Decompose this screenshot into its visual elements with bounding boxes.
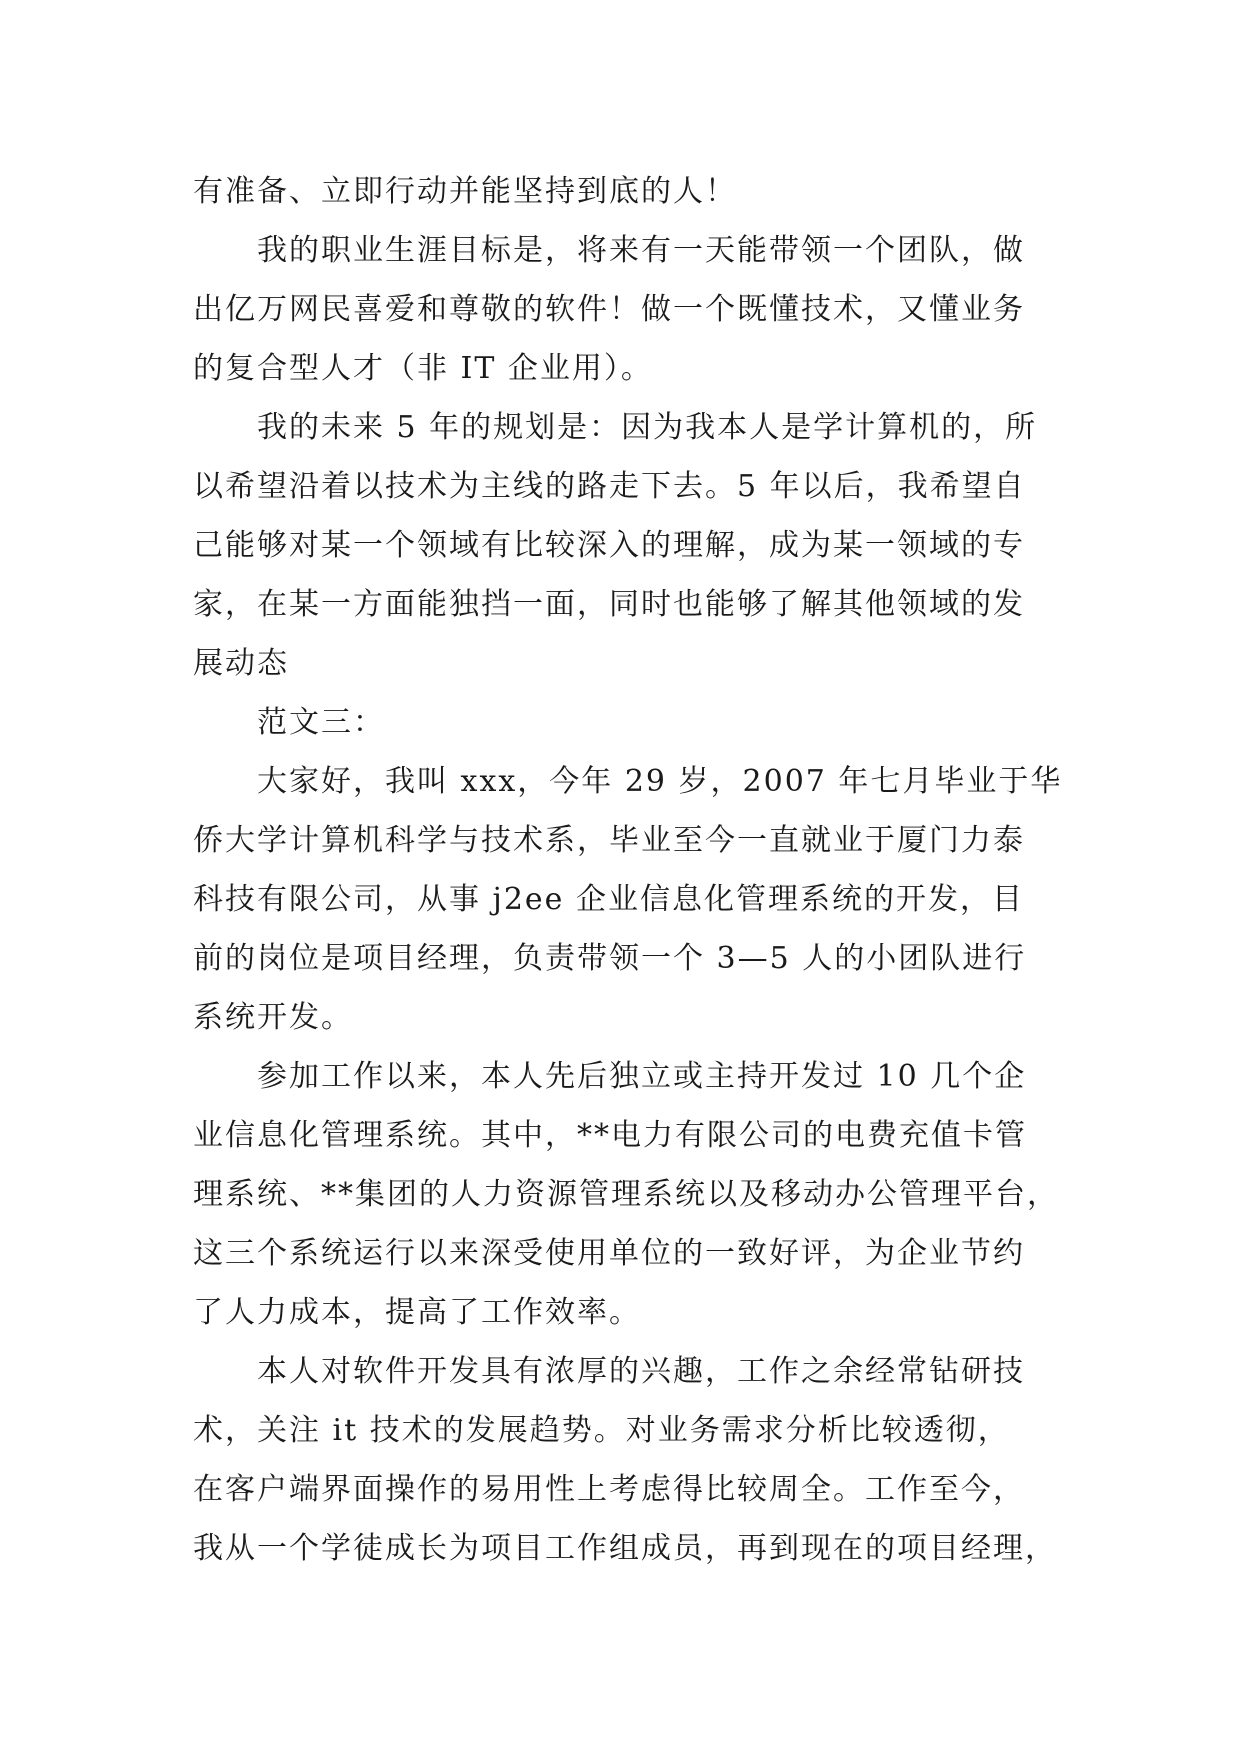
paragraph-continuation [193, 162, 1081, 221]
paragraph-career-goal [193, 221, 1081, 398]
text-line: 在客户端界面操作的易用性上考虑得比较周全。工作至今， [193, 1472, 1025, 1507]
text-line: 了人力成本，提高了工作效率。 [193, 1295, 641, 1330]
text-line: 我的未来 5 年的规划是：因为我本人是学计算机的，所 [257, 410, 1038, 445]
text-line: 范文三： [257, 705, 385, 740]
paragraph-work-experience [193, 1047, 1081, 1342]
text-line: 己能够对某一个领域有比较深入的理解，成为某一领域的专 [193, 528, 1025, 563]
text-line: 这三个系统运行以来深受使用单位的一致好评，为企业节约 [193, 1236, 1025, 1271]
text-line: 前的岗位是项目经理，负责带领一个 3—5 人的小团队进行 [193, 941, 1027, 976]
text-line: 有准备、立即行动并能坚持到底的人！ [193, 174, 737, 209]
text-line: 家，在某一方面能独挡一面，同时也能够了解其他领域的发 [193, 587, 1025, 622]
text-line: 术，关注 it 技术的发展趋势。对业务需求分析比较透彻， [193, 1413, 1010, 1448]
text-line: 以希望沿着以技术为主线的路走下去。5 年以后，我希望自 [193, 469, 1026, 504]
text-line: 出亿万网民喜爱和尊敬的软件！做一个既懂技术，又懂业务 [193, 292, 1025, 327]
paragraph-five-year-plan [193, 398, 1081, 693]
text-line: 理系统、**集团的人力资源管理系统以及移动办公管理平台， [193, 1177, 1059, 1212]
text-line: 大家好，我叫 xxx，今年 29 岁，2007 年七月毕业于华 [257, 764, 1063, 799]
text-line: 展动态 [193, 646, 289, 681]
paragraph-self-introduction [193, 752, 1081, 1047]
text-line: 我从一个学徒成长为项目工作组成员，再到现在的项目经理， [193, 1531, 1057, 1566]
paragraph-sample-three-heading [193, 693, 1081, 752]
text-line: 业信息化管理系统。其中，**电力有限公司的电费充值卡管 [193, 1118, 1027, 1153]
text-line: 我的职业生涯目标是，将来有一天能带领一个团队，做 [257, 233, 1025, 268]
text-line: 参加工作以来，本人先后独立或主持开发过 10 几个企 [257, 1059, 1027, 1094]
text-line: 科技有限公司，从事 j2ee 企业信息化管理系统的开发，目 [193, 882, 1024, 917]
text-line: 的复合型人才（非 IT 企业用）。 [193, 351, 653, 386]
text-line: 系统开发。 [193, 1000, 353, 1035]
text-line: 侨大学计算机科学与技术系，毕业至今一直就业于厦门力泰 [193, 823, 1025, 858]
paragraph-interests [193, 1342, 1081, 1578]
text-line: 本人对软件开发具有浓厚的兴趣，工作之余经常钻研技 [257, 1354, 1025, 1389]
